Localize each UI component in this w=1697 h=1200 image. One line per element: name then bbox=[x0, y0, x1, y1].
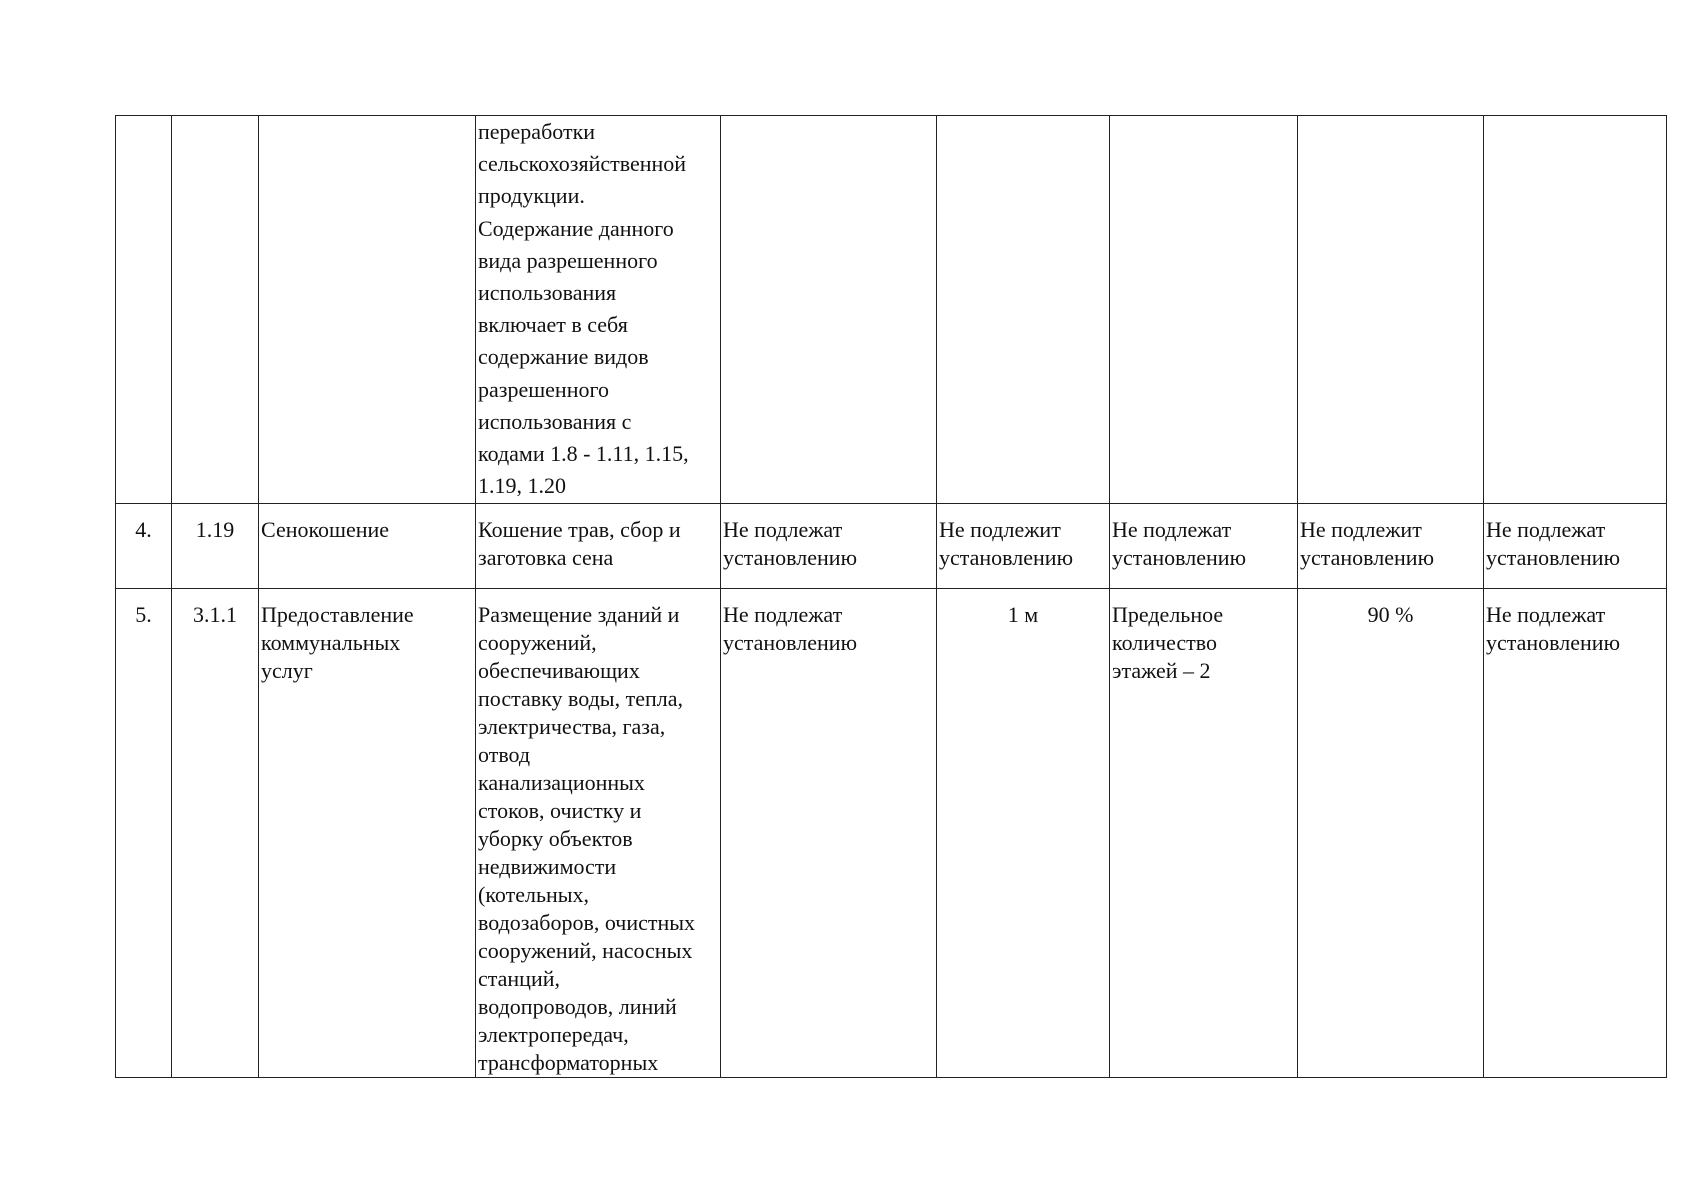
cell-number: 4. bbox=[116, 504, 172, 589]
cell-description: Размещение зданий и сооружений, обеспечивающих поставку воды, тепла, электричества, газа, отвод канализационных стоков, очистку и уборку объектов недвижимости (котельных, водозаборов, очистных сооружений, насосных станций, водопроводов, линий электропередач, трансформаторных bbox=[476, 589, 721, 1078]
cell-col9: Не подлежат установлению bbox=[1484, 589, 1667, 1078]
cell-col5: Не подлежат установлению bbox=[721, 504, 937, 589]
table-row-4 bbox=[116, 504, 1667, 589]
cell-col8: Не подлежит установлению bbox=[1298, 504, 1484, 589]
cell-name: Сенокошение bbox=[259, 504, 476, 589]
table-row-continuation bbox=[116, 116, 1667, 504]
cell-col6 bbox=[937, 116, 1110, 504]
cell-description: переработки сельскохозяйственной продукции. Содержание данного вида разрешенного использования включает в себя содержание видов разрешенного использования с кодами 1.8 - 1.11, 1.15, 1.19, 1.20 bbox=[476, 116, 721, 504]
cell-description: Кошение трав, сбор и заготовка сена bbox=[476, 504, 721, 589]
cell-col5 bbox=[721, 116, 937, 504]
cell-code: 3.1.1 bbox=[172, 589, 259, 1078]
cell-col7: Предельное количество этажей – 2 bbox=[1110, 589, 1298, 1078]
cell-name: Предоставление коммунальных услуг bbox=[259, 589, 476, 1078]
cell-col9: Не подлежат установлению bbox=[1484, 504, 1667, 589]
cell-name bbox=[259, 116, 476, 504]
cell-col8: 90 % bbox=[1298, 589, 1484, 1078]
cell-code bbox=[172, 116, 259, 504]
cell-number: 5. bbox=[116, 589, 172, 1078]
cell-code: 1.19 bbox=[172, 504, 259, 589]
cell-col9 bbox=[1484, 116, 1667, 504]
cell-col6: 1 м bbox=[937, 589, 1110, 1078]
cell-number bbox=[116, 116, 172, 504]
cell-col8 bbox=[1298, 116, 1484, 504]
cell-col7 bbox=[1110, 116, 1298, 504]
regulations-table bbox=[115, 115, 1667, 1078]
cell-col7: Не подлежат установлению bbox=[1110, 504, 1298, 589]
table-row-5 bbox=[116, 589, 1667, 1078]
cell-col6: Не подлежит установлению bbox=[937, 504, 1110, 589]
cell-col5: Не подлежат установлению bbox=[721, 589, 937, 1078]
